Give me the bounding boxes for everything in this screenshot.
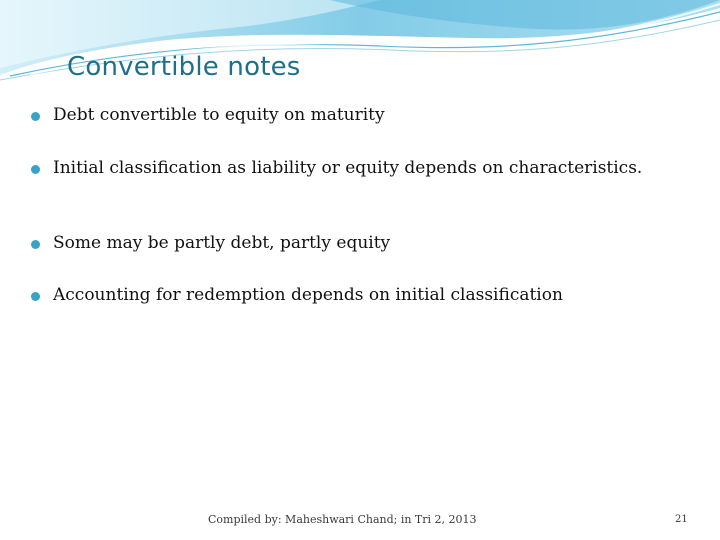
bullet-dot-icon (31, 292, 40, 301)
bullet-text: Some may be partly debt, partly equity (53, 233, 391, 253)
bullet-dot-icon (31, 112, 40, 121)
slide-number: 21 (675, 514, 688, 525)
bullet-text: Debt convertible to equity on maturity (53, 105, 385, 125)
slide-footer: Compiled by: Maheshwari Chand; in Tri 2, 2013 (208, 513, 477, 526)
bullet-text: Initial classification as liability or equity depends on characteristics. (53, 158, 643, 178)
bullet-dot-icon (31, 165, 40, 174)
slide-title: Convertible notes (67, 52, 301, 82)
bullet-dot-icon (31, 240, 40, 249)
bullet-text: Accounting for redemption depends on initial classification (53, 285, 563, 305)
